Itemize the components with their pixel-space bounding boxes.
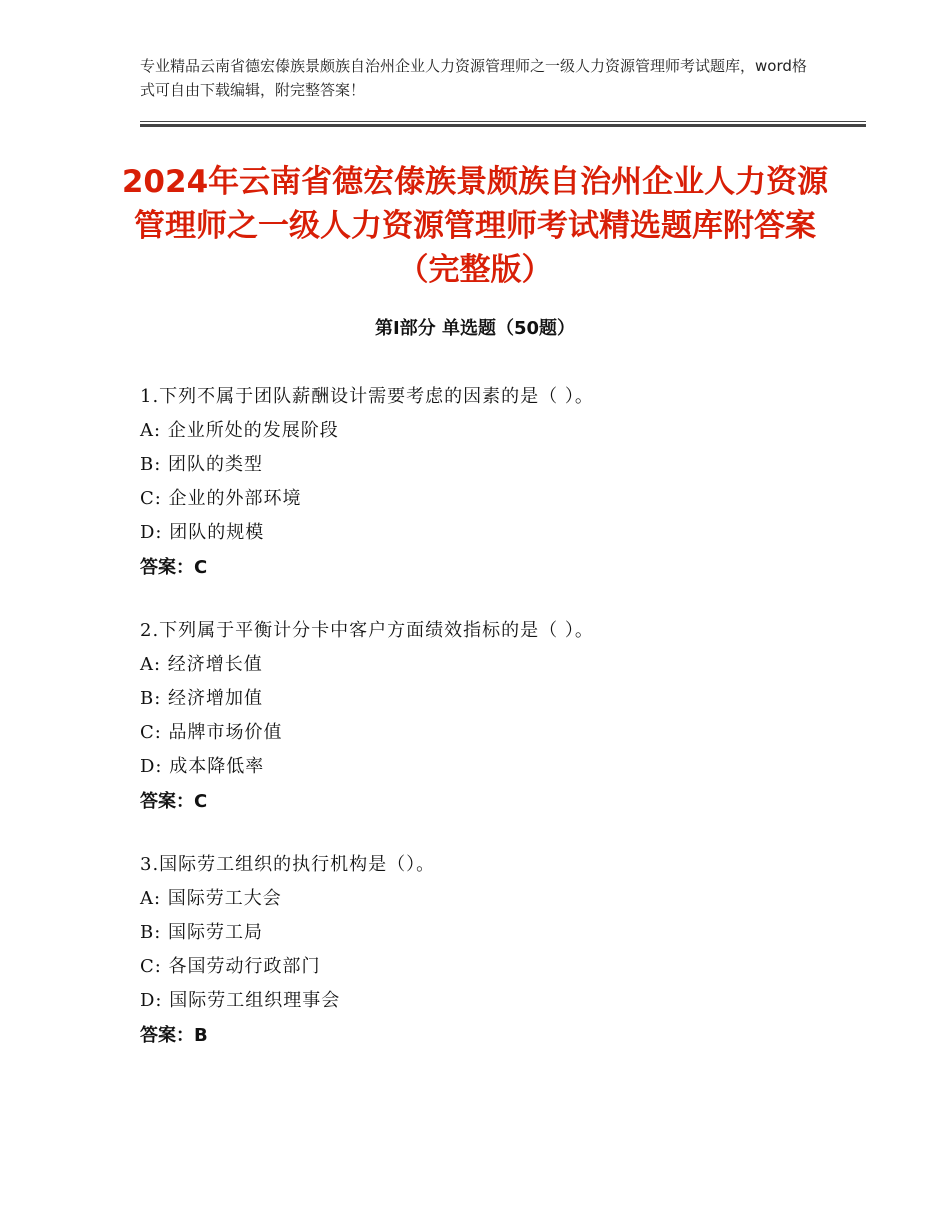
question-3	[140, 848, 830, 1054]
option-a: A: 国际劳工大会	[140, 888, 282, 909]
question-stem: 1.下列不属于团队薪酬设计需要考虑的因素的是（ ）。	[140, 386, 594, 407]
header-divider-thin	[140, 121, 866, 122]
answer: 答案：C	[140, 791, 208, 812]
question-1	[140, 380, 830, 586]
answer: 答案：C	[140, 557, 208, 578]
option-d: D: 团队的规模	[140, 522, 265, 543]
option-a: A: 经济增长值	[140, 654, 263, 675]
question-list	[140, 380, 830, 1082]
option-b: B: 经济增加值	[140, 688, 264, 709]
document-title: 2024年云南省德宏傣族景颇族自治州企业人力资源管理师之一级人力资源管理师考试精选题库附答案（完整版）	[121, 164, 829, 288]
question-stem: 3.国际劳工组织的执行机构是（）。	[140, 854, 436, 875]
option-c: C: 企业的外部环境	[140, 488, 302, 509]
option-d: D: 成本降低率	[140, 756, 265, 777]
header-divider-thick	[140, 124, 866, 127]
question-2	[140, 614, 830, 820]
option-a: A: 企业所处的发展阶段	[140, 420, 339, 441]
option-b: B: 国际劳工局	[140, 922, 264, 943]
option-c: C: 品牌市场价值	[140, 722, 283, 743]
header-note: 专业精品云南省德宏傣族景颇族自治州企业人力资源管理师之一级人力资源管理师考试题库，word格式可自由下载编辑，附完整答案！	[140, 57, 807, 99]
question-stem: 2.下列属于平衡计分卡中客户方面绩效指标的是（ ）。	[140, 620, 594, 641]
answer: 答案：B	[140, 1025, 208, 1046]
section-heading: 第Ⅰ部分 单选题（50题）	[374, 318, 575, 339]
option-d: D: 国际劳工组织理事会	[140, 990, 341, 1011]
option-c: C: 各国劳动行政部门	[140, 956, 321, 977]
option-b: B: 团队的类型	[140, 454, 264, 475]
